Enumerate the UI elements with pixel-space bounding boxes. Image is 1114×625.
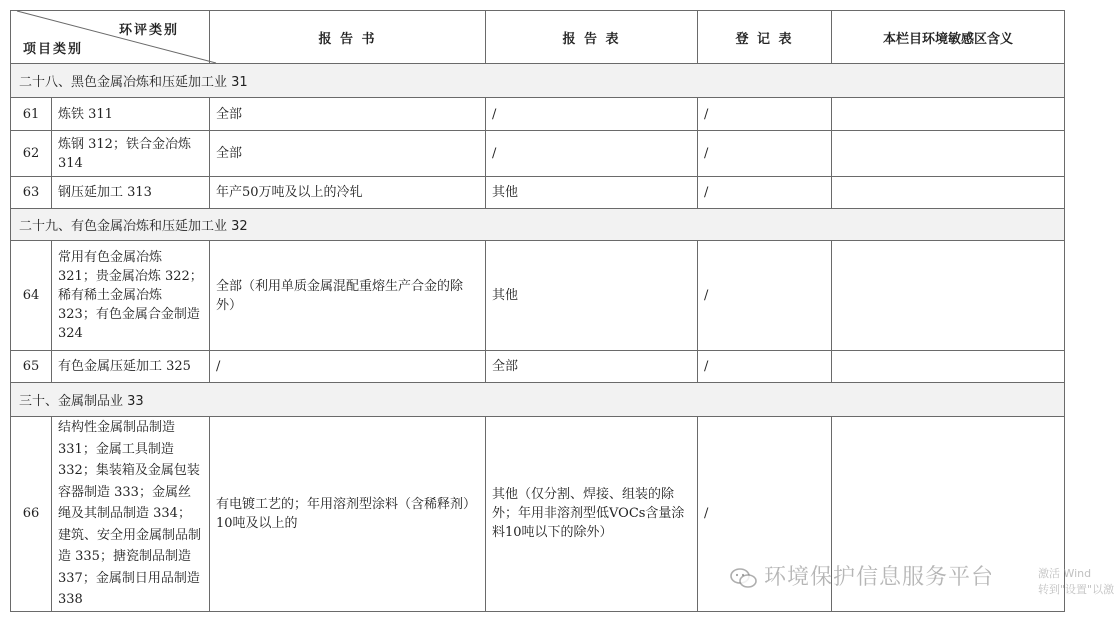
row-number: 63 xyxy=(11,177,52,209)
section-title: 三十、金属制品业 33 xyxy=(11,383,1065,417)
row-register: / xyxy=(698,131,832,177)
row-register: / xyxy=(698,177,832,209)
activate-line-2: 转到"设置"以激 xyxy=(1038,583,1114,596)
header-sensitive-area: 本栏目环境敏感区含义 xyxy=(832,11,1065,64)
row-report-form: 其他 xyxy=(486,241,698,351)
section-row xyxy=(11,64,1065,98)
wechat-icon xyxy=(730,567,758,589)
row-report-form: 其他（仅分割、焊接、组装的除外；年用非溶剂型低VOCs含量涂料10吨以下的除外） xyxy=(486,417,698,612)
row-sensitive xyxy=(832,131,1065,177)
row-register: / xyxy=(698,241,832,351)
row-report-book: 全部 xyxy=(210,131,486,177)
table-row xyxy=(11,98,1065,131)
row-number: 62 xyxy=(11,131,52,177)
row-number: 64 xyxy=(11,241,52,351)
activate-line-1: 激活 Wind xyxy=(1038,567,1092,580)
row-category: 常用有色金属冶炼 321；贵金属冶炼 322；稀有稀土金属冶炼 323；有色金属合金制造 324 xyxy=(52,241,210,351)
row-report-form: / xyxy=(486,131,698,177)
row-report-book: 有电镀工艺的；年用溶剂型涂料（含稀释剂）10吨及以上的 xyxy=(210,417,486,612)
header-report-book: 报 告 书 xyxy=(210,11,486,64)
row-report-book: 全部 xyxy=(210,98,486,131)
table-row xyxy=(11,241,1065,351)
header-register: 登 记 表 xyxy=(698,11,832,64)
activate-windows-overlay xyxy=(1038,566,1114,598)
row-category: 结构性金属制品制造 331；金属工具制造 332；集装箱及金属包装容器制造 333；金属丝绳及其制品制造 334；建筑、安全用金属制品制造 335；搪瓷制品制造 337；金属制日用品制造 338 xyxy=(52,417,210,612)
section-title: 二十九、有色金属冶炼和压延加工业 32 xyxy=(11,209,1065,241)
header-corner-cell xyxy=(11,11,210,64)
header-report-form: 报 告 表 xyxy=(486,11,698,64)
header-corner-top: 环评类别 xyxy=(118,23,179,38)
row-category: 有色金属压延加工 325 xyxy=(52,351,210,383)
row-report-book: 全部（利用单质金属混配重熔生产合金的除外） xyxy=(210,241,486,351)
row-report-book: / xyxy=(210,351,486,383)
row-sensitive xyxy=(832,177,1065,209)
row-number: 65 xyxy=(11,351,52,383)
row-category: 炼钢 312；铁合金冶炼 314 xyxy=(52,131,210,177)
environment-category-table xyxy=(10,10,1065,612)
row-register: / xyxy=(698,98,832,131)
row-number: 66 xyxy=(11,417,52,612)
table-row xyxy=(11,131,1065,177)
row-category: 炼铁 311 xyxy=(52,98,210,131)
row-register: / xyxy=(698,417,832,612)
row-register: / xyxy=(698,351,832,383)
section-row xyxy=(11,383,1065,417)
row-report-form: 其他 xyxy=(486,177,698,209)
section-row xyxy=(11,209,1065,241)
row-report-form: 全部 xyxy=(486,351,698,383)
header-corner-bottom: 项目类别 xyxy=(23,42,84,57)
table-row xyxy=(11,351,1065,383)
row-report-book: 年产50万吨及以上的冷轧 xyxy=(210,177,486,209)
table-row xyxy=(11,177,1065,209)
row-sensitive xyxy=(832,351,1065,383)
watermark-text: 环境保护信息服务平台 xyxy=(764,565,995,590)
row-sensitive xyxy=(832,98,1065,131)
table-header-row xyxy=(11,11,1065,64)
row-category: 钢压延加工 313 xyxy=(52,177,210,209)
row-report-form: / xyxy=(486,98,698,131)
watermark xyxy=(730,560,994,591)
section-title: 二十八、黑色金属冶炼和压延加工业 31 xyxy=(11,64,1065,98)
row-sensitive xyxy=(832,241,1065,351)
row-number: 61 xyxy=(11,98,52,131)
